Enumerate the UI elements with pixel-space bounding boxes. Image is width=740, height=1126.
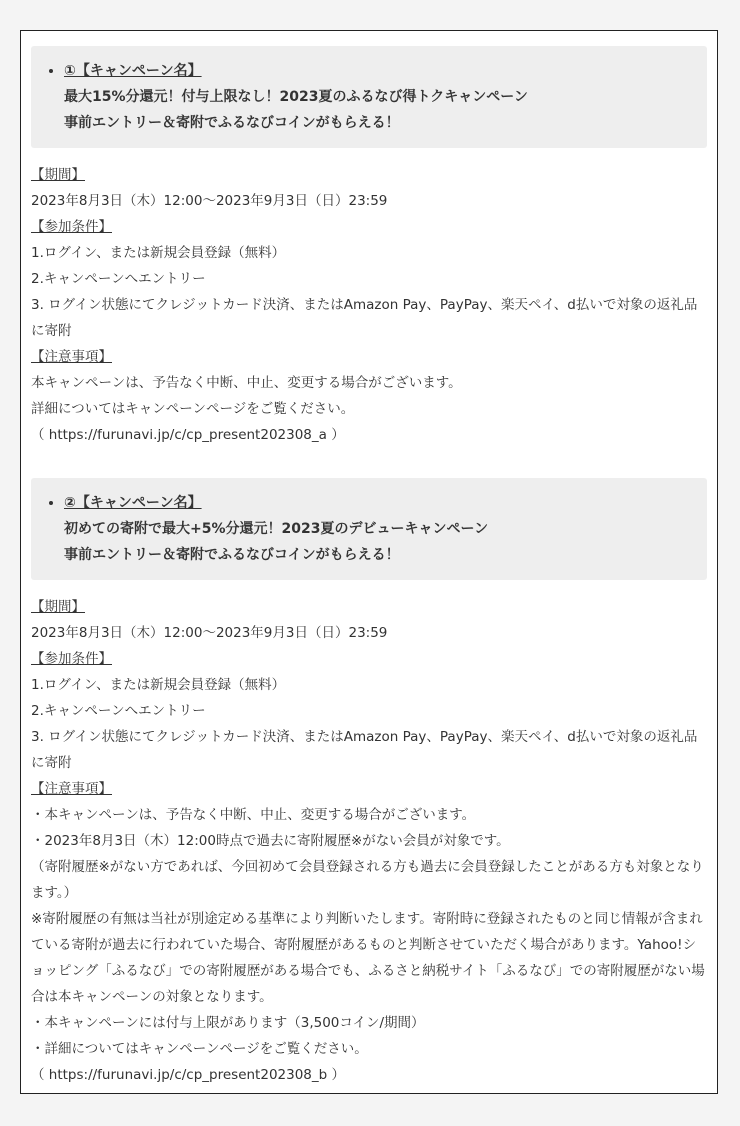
campaign-1-condition-2: 2.キャンペーンへエントリー <box>31 271 206 287</box>
campaign-1-condition-1: 1.ログイン、または新規会員登録（無料） <box>31 245 286 261</box>
campaign-1-name-label: ①【キャンペーン名】 <box>64 63 202 79</box>
campaign-2-title-line2: 事前エントリー＆寄附でふるなびコインがもらえる！ <box>64 547 400 563</box>
campaign-2-title-box <box>31 478 707 580</box>
campaign-1-notes-heading: 【注意事項】 <box>31 349 112 365</box>
campaign-2-conditions-heading: 【参加条件】 <box>31 651 112 667</box>
campaign-2-condition-1: 1.ログイン、または新規会員登録（無料） <box>31 677 286 693</box>
campaign-2-notes-heading: 【注意事項】 <box>31 781 112 797</box>
campaign-1-period: 2023年8月3日（木）12:00～2023年9月3日（日）23:59 <box>31 193 388 209</box>
campaign-2-link[interactable]: （ https://furunavi.jp/c/cp_present202308_b ） <box>31 1067 346 1083</box>
campaign-1-note-2: 詳細についてはキャンペーンページをご覧ください。 <box>31 401 355 417</box>
campaign-1-title <box>64 58 707 136</box>
campaign-2-note-3: （寄附履歴※がない方であれば、今回初めて会員登録される方も過去に会員登録したことがある方も対象となります。） <box>31 859 704 901</box>
campaign-1-note-1: 本キャンペーンは、予告なく中断、中止、変更する場合がございます。 <box>31 375 462 391</box>
campaign-1-title-line1: 最大15%分還元！付与上限なし！2023夏のふるなび得トクキャンペーン <box>64 89 528 105</box>
campaign-1-title-line2: 事前エントリー＆寄附でふるなびコインがもらえる！ <box>64 115 400 131</box>
campaign-2-period: 2023年8月3日（木）12:00～2023年9月3日（日）23:59 <box>31 625 388 641</box>
campaign-1-title-box <box>31 46 707 148</box>
campaign-2-period-heading: 【期間】 <box>31 599 85 615</box>
campaign-2-note-1: ・本キャンペーンは、予告なく中断、中止、変更する場合がございます。 <box>31 807 476 823</box>
content-frame <box>20 30 718 1094</box>
campaign-2-note-2: ・2023年8月3日（木）12:00時点で過去に寄附履歴※がない会員が対象です。 <box>31 833 510 849</box>
campaign-2-condition-3: 3. ログイン状態にてクレジットカード決済、またはAmazon Pay、PayPay、楽天ペイ、d払いで対象の返礼品に寄附 <box>31 729 698 771</box>
campaign-2-condition-2: 2.キャンペーンへエントリー <box>31 703 206 719</box>
campaign-2-note-6: ・詳細についてはキャンペーンページをご覧ください。 <box>31 1041 368 1057</box>
campaign-2-title <box>64 490 707 568</box>
campaign-1-period-heading: 【期間】 <box>31 167 85 183</box>
campaign-2-title-line1: 初めての寄附で最大+5%分還元！2023夏のデビューキャンペーン <box>64 521 489 537</box>
campaign-2-name-label: ②【キャンペーン名】 <box>64 495 202 511</box>
campaign-1-condition-3: 3. ログイン状態にてクレジットカード決済、またはAmazon Pay、PayPay、楽天ペイ、d払いで対象の返礼品に寄附 <box>31 297 698 339</box>
campaign-1-link[interactable]: （ https://furunavi.jp/c/cp_present202308_a ） <box>31 427 345 443</box>
campaign-1-conditions-heading: 【参加条件】 <box>31 219 112 235</box>
campaign-2-note-5: ・本キャンペーンには付与上限があります（3,500コイン/期間） <box>31 1015 425 1031</box>
campaign-2-note-4: ※寄附履歴の有無は当社が別途定める基準により判断いたします。寄附時に登録されたものと同じ情報が含まれている寄附が過去に行われていた場合、寄附履歴があるものと判断させていただく場合があります。Yahoo!ショッピング「ふるなび」での寄附履歴がある場合でも、ふるさと納税サイト「ふるなび」での寄附履歴がない場合は本キャンペーンの対象となります。 <box>31 911 705 1005</box>
